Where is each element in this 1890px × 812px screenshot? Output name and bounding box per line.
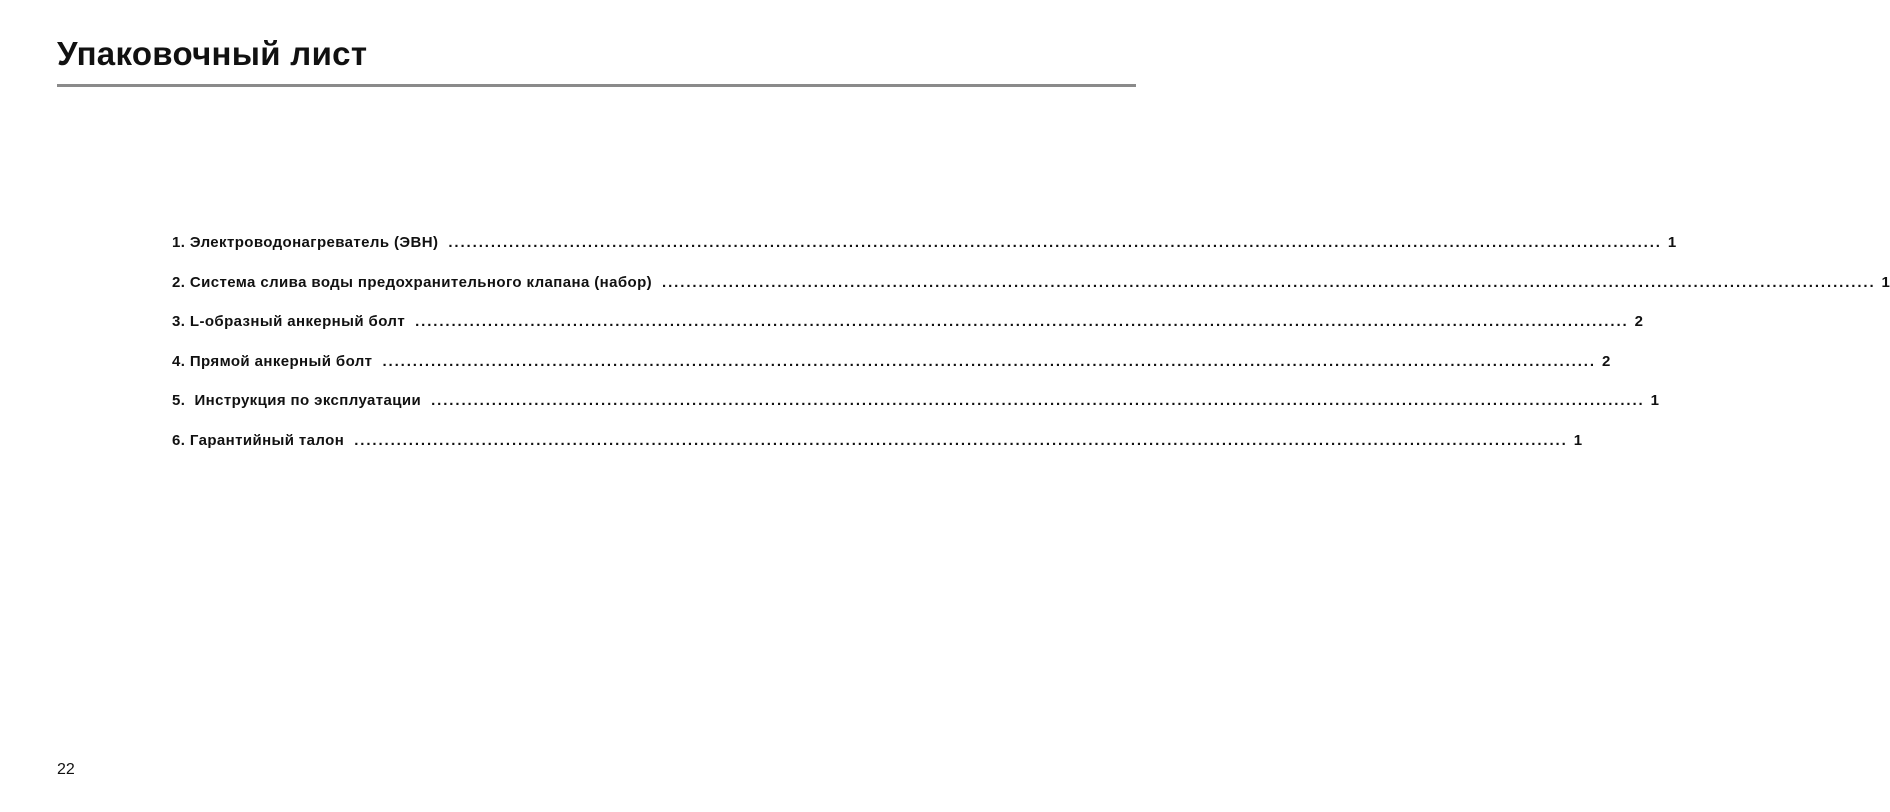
item-name: 1. Электроводонагреватель (ЭВН): [172, 234, 439, 251]
item-name: 4. Прямой анкерный болт: [172, 352, 373, 370]
list-item: [172, 431, 1583, 451]
packing-list: [172, 233, 1890, 471]
list-item: [172, 273, 1890, 293]
title-divider: [57, 84, 1136, 87]
item-name: 5. Инструкция по эксплуатации: [172, 392, 422, 410]
item-name: 3. L-образный анкерный болт: [172, 313, 406, 331]
item-quantity: 2: [1634, 313, 1644, 331]
item-name: 6. Гарантийный талон: [172, 431, 345, 449]
dot-leader: ........................................................................................................................................................................................................: [431, 392, 1645, 410]
item-quantity: 2: [1601, 352, 1611, 370]
list-item: [172, 352, 1611, 372]
item-quantity: 1: [1881, 273, 1890, 291]
list-item: [172, 233, 1677, 253]
dot-leader: ........................................................................................................................................................................................................: [382, 352, 1596, 370]
list-item: [172, 391, 1660, 411]
dot-leader: ........................................................................................................................................................................................................: [415, 313, 1629, 331]
item-name: 2. Система слива воды предохранительного клапана (набор): [172, 273, 653, 291]
dot-leader: ........................................................................................................................................................................................................: [354, 431, 1568, 449]
list-item: [172, 312, 1644, 332]
page-title: Упаковочный лист: [57, 35, 368, 72]
item-quantity: 1: [1573, 431, 1583, 449]
item-quantity: 1: [1650, 392, 1660, 410]
page-number: 22: [57, 761, 75, 778]
dot-leader: ........................................................................................................................................................................................................: [448, 234, 1662, 251]
item-quantity: 1: [1667, 234, 1677, 251]
dot-leader: ........................................................................................................................................................................................................: [662, 273, 1876, 291]
